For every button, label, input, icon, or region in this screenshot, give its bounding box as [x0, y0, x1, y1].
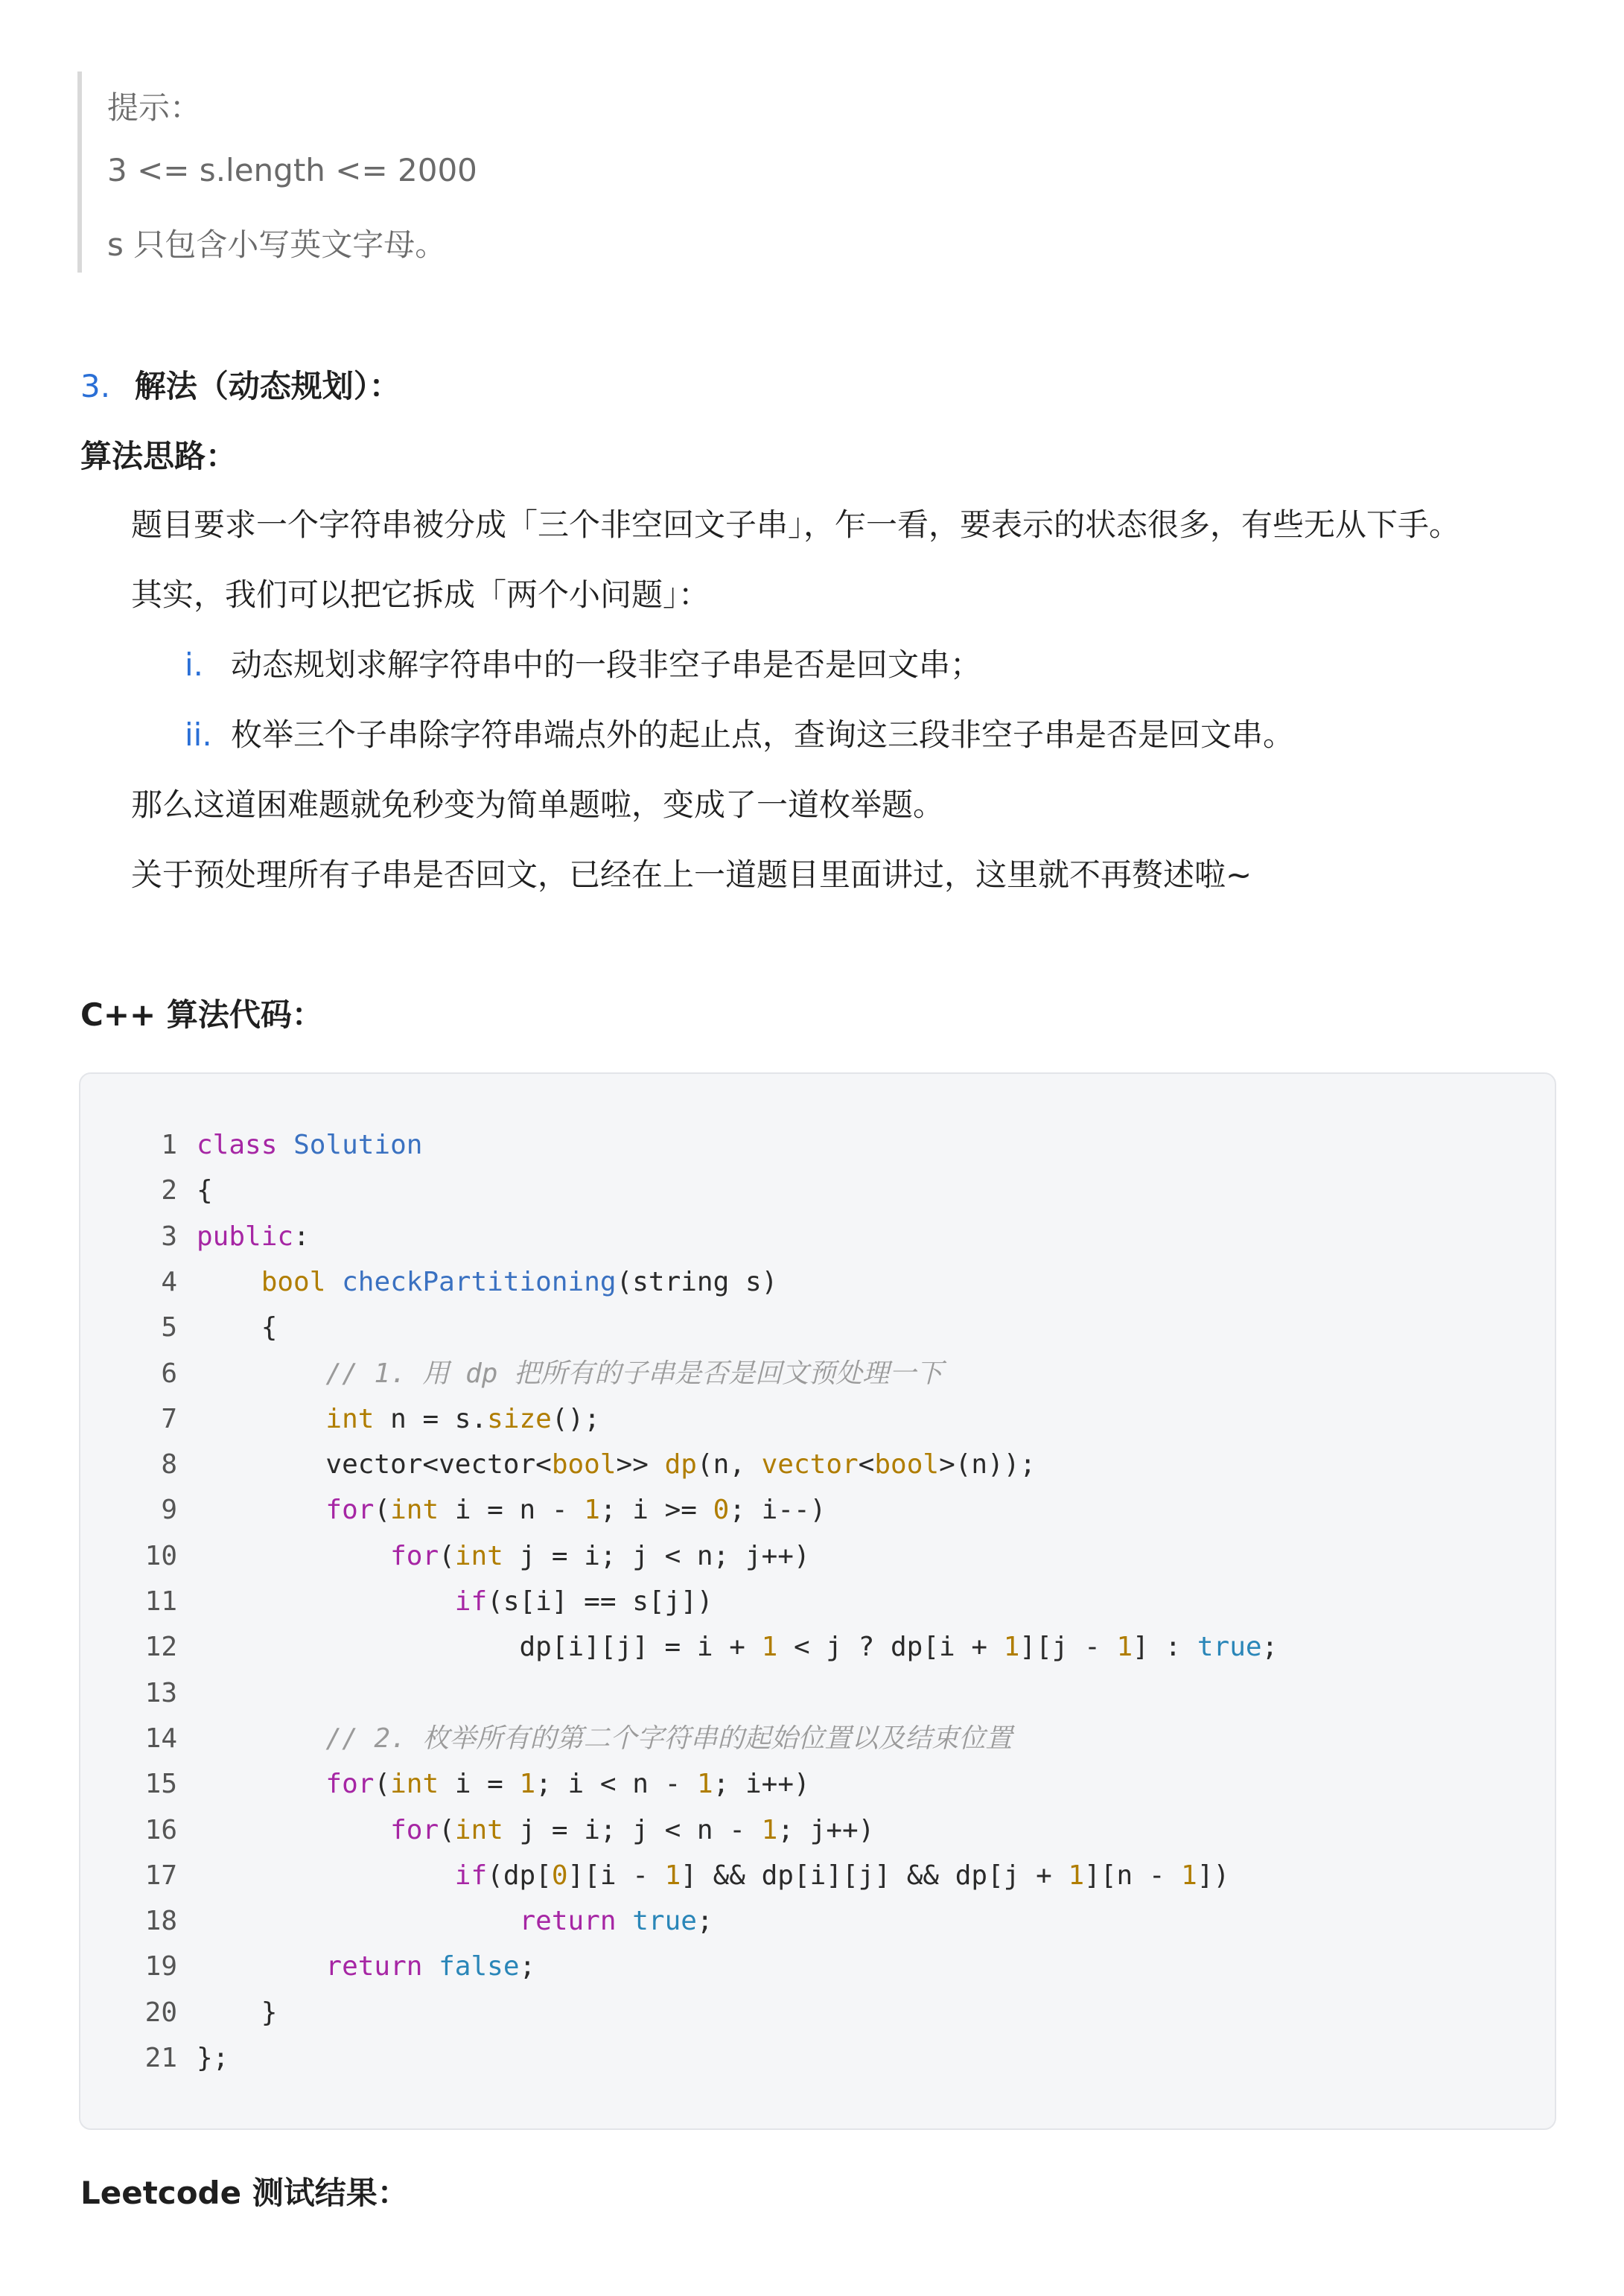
line-number: 18	[144, 1906, 177, 1937]
step-text: 枚举三个子串除字符串端点外的起止点，查询这三段非空子串是否是回文串。	[231, 716, 1295, 753]
code-token	[617, 1906, 633, 1936]
code-token: Solution	[293, 1130, 423, 1160]
code-token	[197, 1404, 325, 1434]
line-number: 1	[161, 1130, 177, 1160]
step-marker: i.	[185, 646, 204, 683]
code-token: class	[197, 1130, 278, 1160]
code-line	[80, 1899, 713, 1944]
line-number: 14	[144, 1723, 177, 1754]
code-token: (	[374, 1769, 391, 1800]
code-token: ();	[551, 1403, 600, 1434]
code-token: bool	[261, 1266, 326, 1297]
code-token: ])	[1197, 1860, 1230, 1891]
code-token: for	[325, 1769, 375, 1800]
code-line	[80, 1671, 197, 1716]
code-token: ] && dp[i][j] && dp[j +	[681, 1860, 1069, 1891]
code-token: public	[197, 1221, 294, 1252]
code-token: vector<vector<	[197, 1449, 552, 1481]
code-token: int	[390, 1495, 439, 1526]
section-number: 3.	[80, 368, 111, 404]
code-token	[277, 1130, 293, 1160]
code-token: ; i++)	[713, 1769, 810, 1800]
code-line	[80, 1123, 422, 1168]
line-number: 17	[144, 1860, 177, 1891]
code-token	[197, 1769, 325, 1799]
code-token: int	[390, 1769, 439, 1800]
code-token: int	[454, 1540, 503, 1571]
algo-tail-1: 那么这道困难题就免秒变为简单题啦，变成了一道枚举题。	[131, 786, 945, 823]
code-token: checkPartitioning	[342, 1266, 617, 1297]
code-token: 1	[1116, 1632, 1133, 1663]
hint-line-2: s 只包含小写英文字母。	[107, 226, 447, 263]
code-token: (	[374, 1495, 391, 1526]
line-number: 2	[161, 1175, 177, 1206]
line-number: 19	[144, 1951, 177, 1982]
code-token: // 1. 用 dp 把所有的子串是否是回文预处理一下	[325, 1358, 943, 1389]
code-token: 1	[519, 1769, 536, 1800]
code-token	[197, 1951, 325, 1982]
code-token: bool	[874, 1449, 940, 1481]
code-token: for	[390, 1814, 439, 1845]
code-line	[80, 1215, 310, 1259]
code-token: size	[487, 1403, 552, 1434]
code-token	[422, 1951, 439, 1982]
code-token: int	[454, 1814, 503, 1845]
code-token: >>	[616, 1449, 665, 1481]
code-line	[80, 1762, 810, 1807]
code-token	[197, 1586, 455, 1617]
code-token: i = n -	[439, 1495, 585, 1526]
code-token: 1	[664, 1860, 681, 1891]
code-line	[80, 1306, 277, 1350]
line-number: 16	[144, 1814, 177, 1845]
code-token: 1	[696, 1769, 713, 1800]
code-token: n = s.	[374, 1403, 488, 1434]
code-token: (n,	[696, 1449, 762, 1481]
code-token	[197, 1358, 325, 1389]
code-line	[80, 1625, 1278, 1670]
code-token: ;	[696, 1906, 713, 1937]
code-token: dp	[664, 1449, 697, 1481]
code-token: 1	[584, 1495, 600, 1526]
code-line	[80, 1443, 1036, 1487]
code-token: 0	[551, 1860, 568, 1891]
line-number: 9	[161, 1495, 177, 1526]
code-heading: C++ 算法代码：	[80, 996, 323, 1033]
line-number: 11	[144, 1586, 177, 1617]
line-number: 21	[144, 2043, 177, 2073]
code-line	[80, 1352, 943, 1396]
code-token: if	[454, 1586, 488, 1617]
code-token: ][j -	[1019, 1632, 1117, 1663]
code-line	[80, 1260, 777, 1305]
code-token: vector	[761, 1449, 859, 1481]
section-heading	[80, 362, 401, 407]
code-token: ][n -	[1084, 1860, 1182, 1891]
code-token: (dp[	[487, 1860, 552, 1891]
code-line	[80, 1580, 713, 1624]
code-token: 1	[761, 1814, 778, 1845]
code-token: 0	[713, 1495, 730, 1526]
code-token: 1	[1003, 1632, 1020, 1663]
step-marker: ii.	[185, 716, 212, 753]
code-token: {	[197, 1175, 213, 1206]
hint-title: 提示：	[107, 89, 202, 126]
code-token: int	[325, 1403, 375, 1434]
code-token: return	[325, 1951, 423, 1982]
code-token: ][i -	[567, 1860, 665, 1891]
code-token: };	[197, 2043, 229, 2073]
line-number: 4	[161, 1266, 177, 1297]
code-token: // 2. 枚举所有的第二个字符串的起始位置以及结束位置	[325, 1723, 1013, 1754]
code-token: {	[197, 1312, 278, 1343]
code-token: >(n));	[939, 1449, 1037, 1481]
code-line	[80, 2036, 229, 2081]
code-line	[80, 1991, 277, 2035]
code-token: ; i--)	[729, 1495, 827, 1526]
code-token: true	[632, 1906, 697, 1937]
code-token: ; j++)	[777, 1814, 875, 1845]
algo-paragraph-2: 其实，我们可以把它拆成「两个小问题」：	[131, 576, 710, 613]
code-token: for	[390, 1540, 439, 1571]
code-token: 1	[1068, 1860, 1085, 1891]
code-token: ;	[519, 1951, 536, 1982]
code-token: dp[i][j] = i +	[197, 1632, 762, 1663]
code-line	[80, 1808, 874, 1853]
code-token: :	[293, 1221, 310, 1252]
line-number: 10	[144, 1540, 177, 1571]
line-number: 6	[161, 1358, 177, 1389]
code-block[interactable]	[79, 1072, 1556, 2130]
code-token	[197, 1495, 325, 1525]
code-token: < j ? dp[i +	[777, 1632, 1004, 1663]
code-token: 1	[761, 1632, 778, 1663]
line-number: 13	[144, 1677, 177, 1708]
code-line	[80, 1397, 600, 1442]
hint-line-1: 3 <= s.length <= 2000	[107, 152, 477, 188]
line-number: 20	[144, 1997, 177, 2028]
code-line	[80, 1168, 213, 1213]
algo-tail-2: 关于预处理所有子串是否回文，已经在上一道题目里面讲过，这里就不再赘述啦~	[131, 856, 1252, 893]
result-heading: Leetcode 测试结果：	[80, 2175, 409, 2211]
code-line	[80, 1944, 535, 1989]
line-number: 12	[144, 1632, 177, 1663]
code-token: ; i < n -	[535, 1769, 697, 1800]
code-token: 1	[1181, 1860, 1197, 1891]
code-token: <	[858, 1449, 875, 1481]
code-token: for	[325, 1495, 375, 1526]
code-line	[80, 1488, 826, 1533]
code-token: (	[439, 1540, 455, 1571]
code-token: true	[1197, 1632, 1262, 1663]
code-token: ;	[1261, 1632, 1278, 1663]
code-line	[80, 1854, 1229, 1898]
code-token: if	[454, 1860, 488, 1891]
code-token: j = i; j < n -	[503, 1814, 762, 1845]
code-token: (s[i] == s[j])	[487, 1586, 713, 1617]
code-token	[197, 1723, 325, 1754]
code-token: (string s)	[616, 1266, 778, 1297]
line-number: 15	[144, 1769, 177, 1800]
code-token: ; i >=	[599, 1495, 713, 1526]
algo-step-2	[185, 710, 1294, 755]
line-number: 5	[161, 1312, 177, 1343]
code-token: false	[439, 1951, 520, 1982]
code-token: ] :	[1133, 1632, 1197, 1663]
code-token: bool	[551, 1449, 617, 1481]
algo-step-1	[185, 640, 981, 685]
section-title: 解法（动态规划）：	[134, 368, 401, 404]
algo-heading: 算法思路：	[80, 438, 238, 474]
code-token: i =	[439, 1769, 520, 1800]
code-token	[197, 1541, 390, 1571]
code-token	[197, 1860, 455, 1891]
step-text: 动态规划求解字符串中的一段非空子串是否是回文串；	[231, 646, 982, 683]
code-token	[197, 1815, 390, 1845]
code-token: (	[439, 1814, 455, 1845]
code-token: }	[197, 1997, 278, 2028]
code-line	[80, 1717, 1012, 1761]
code-token	[197, 1906, 519, 1936]
line-number: 3	[161, 1221, 177, 1252]
code-token	[325, 1267, 342, 1297]
line-number: 8	[161, 1449, 177, 1481]
code-token: return	[519, 1906, 617, 1937]
line-number: 7	[161, 1403, 177, 1434]
code-line	[80, 1534, 810, 1579]
code-token: j = i; j < n; j++)	[503, 1540, 810, 1571]
code-token	[197, 1267, 261, 1297]
algo-paragraph-1: 题目要求一个字符串被分成「三个非空回文子串」，乍一看，要表示的状态很多，有些无从下手。	[131, 506, 1461, 543]
